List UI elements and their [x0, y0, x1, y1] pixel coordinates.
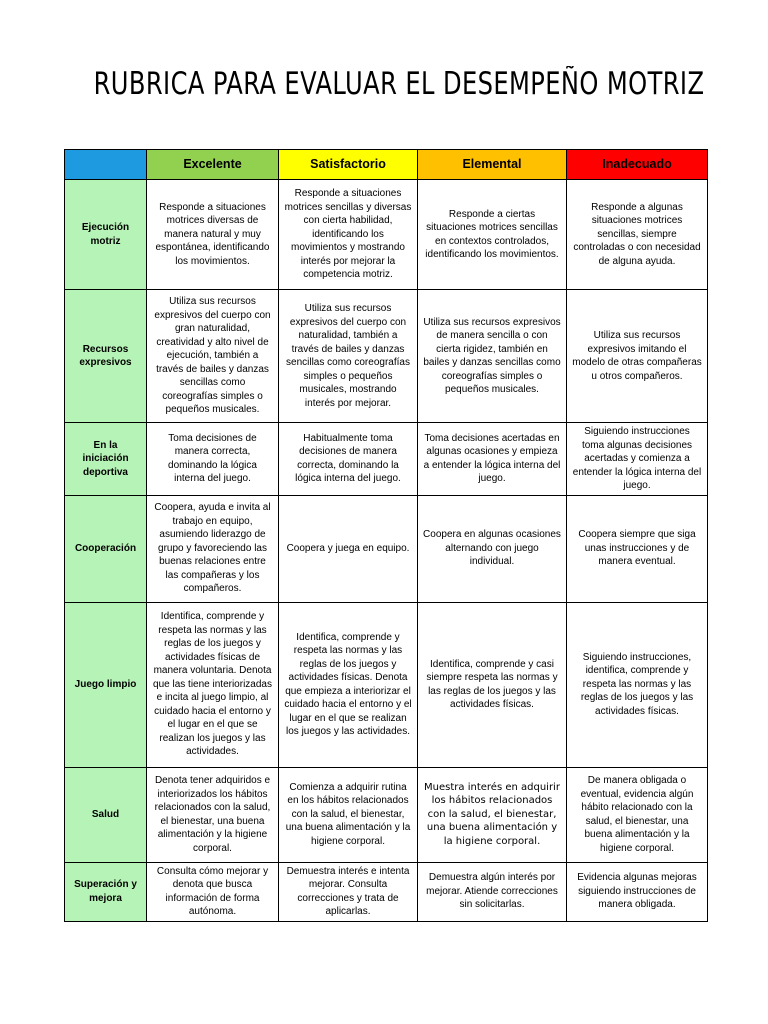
rubric-table [64, 149, 708, 922]
row-label-salud: Salud [65, 767, 147, 862]
table-row [65, 495, 708, 602]
table-row [65, 290, 708, 423]
header-elemental: Elemental [418, 150, 567, 180]
cell-inadecuado: Utiliza sus recursos expresivos imitando el modelo de otras compañeras u otros compañeros. [567, 290, 708, 423]
cell-inadecuado: Siguiendo instrucciones, identifica, comprende y respeta las normas y las reglas de los juegos y las actividades físicas. [567, 602, 708, 767]
header-row [65, 150, 708, 180]
header-corner-cell [65, 150, 147, 180]
cell-excelente: Identifica, comprende y respeta las normas y las reglas de los juegos y actividades físicas de manera voluntaria. Denota que las tiene interiorizadas e incita al juego limpio, al cuidado hacia el entorno y el lugar en el que se realizan los juegos y las actividades. [147, 602, 279, 767]
row-label-iniciacion-deportiva: En la iniciación deportiva [65, 423, 147, 496]
cell-inadecuado: Coopera siempre que siga unas instrucciones y de manera eventual. [567, 495, 708, 602]
cell-elemental: Muestra interés en adquirir los hábitos relacionados con la salud, el bienestar, una buena alimentación y la higiene corporal. [418, 767, 567, 862]
header-satisfactorio: Satisfactorio [279, 150, 418, 180]
cell-elemental: Demuestra algún interés por mejorar. Atiende correcciones sin solicitarlas. [418, 862, 567, 921]
table-row [65, 180, 708, 290]
row-label-ejecucion-motriz: Ejecución motriz [65, 180, 147, 290]
cell-satisfactorio: Identifica, comprende y respeta las normas y las reglas de los juegos y actividades físicas. Denota que empieza a interiorizar el cuidado hacia el entorno y el lugar en el que se realizan los juegos y las actividades. [279, 602, 418, 767]
table-row [65, 862, 708, 921]
row-label-juego-limpio: Juego limpio [65, 602, 147, 767]
cell-excelente: Coopera, ayuda e invita al trabajo en equipo, asumiendo liderazgo de grupo y favoreciendo las buenas relaciones entre las compañeras y los compañeros. [147, 495, 279, 602]
table-row [65, 423, 708, 496]
row-label-recursos-expresivos: Recursos expresivos [65, 290, 147, 423]
cell-satisfactorio: Comienza a adquirir rutina en los hábitos relacionados con la salud, el bienestar, una buena alimentación y la higiene corporal. [279, 767, 418, 862]
table-row [65, 602, 708, 767]
cell-inadecuado: De manera obligada o eventual, evidencia algún hábito relacionado con la salud, el bienestar, una buena alimentación y la higiene corporal. [567, 767, 708, 862]
cell-excelente: Responde a situaciones motrices diversas de manera natural y muy espontánea, identificando los movimientos. [147, 180, 279, 290]
cell-elemental: Identifica, comprende y casi siempre respeta las normas y las reglas de los juegos y las actividades físicas. [418, 602, 567, 767]
cell-excelente: Utiliza sus recursos expresivos del cuerpo con gran naturalidad, creatividad y alto nivel de ejecución, también a través de bailes y danzas sencillas como coreografías simples o pequeños musicales. [147, 290, 279, 423]
row-label-cooperacion: Cooperación [65, 495, 147, 602]
cell-excelente: Consulta cómo mejorar y denota que busca información de forma autónoma. [147, 862, 279, 921]
cell-inadecuado: Siguiendo instrucciones toma algunas decisiones acertadas y comienza a entender la lógica interna del juego. [567, 423, 708, 496]
cell-elemental: Toma decisiones acertadas en algunas ocasiones y empieza a entender la lógica interna del juego. [418, 423, 567, 496]
cell-elemental: Responde a ciertas situaciones motrices sencillas en contextos controlados, identificando los movimientos. [418, 180, 567, 290]
cell-inadecuado: Evidencia algunas mejoras siguiendo instrucciones de manera obligada. [567, 862, 708, 921]
header-excelente: Excelente [147, 150, 279, 180]
cell-excelente: Denota tener adquiridos e interiorizados los hábitos relacionados con la salud, el bienestar, una buena alimentación y la higiene corporal. [147, 767, 279, 862]
header-inadecuado: Inadecuado [567, 150, 708, 180]
cell-excelente: Toma decisiones de manera correcta, dominando la lógica interna del juego. [147, 423, 279, 496]
cell-satisfactorio: Coopera y juega en equipo. [279, 495, 418, 602]
cell-satisfactorio: Responde a situaciones motrices sencillas y diversas con cierta habilidad, identificando los movimientos y mostrando interés por mejorar la competencia motriz. [279, 180, 418, 290]
cell-satisfactorio: Utiliza sus recursos expresivos del cuerpo con naturalidad, también a través de bailes y danzas sencillas como coreografías simples o pequeños musicales, mostrando interés por mejorar. [279, 290, 418, 423]
table-row [65, 767, 708, 862]
cell-inadecuado: Responde a algunas situaciones motrices sencillas, siempre controladas o con necesidad de alguna ayuda. [567, 180, 708, 290]
cell-satisfactorio: Demuestra interés e intenta mejorar. Consulta correcciones y trata de aplicarlas. [279, 862, 418, 921]
cell-satisfactorio: Habitualmente toma decisiones de manera correcta, dominando la lógica interna del juego. [279, 423, 418, 496]
page-title: RUBRICA PARA EVALUAR EL DESEMPEÑO MOTRIZ [93, 66, 705, 102]
cell-elemental: Coopera en algunas ocasiones alternando con juego individual. [418, 495, 567, 602]
cell-elemental: Utiliza sus recursos expresivos de manera sencilla o con cierta rigidez, también en bailes y danzas sencillas como coreografías simples o pequeños musicales. [418, 290, 567, 423]
row-label-superacion-mejora: Superación y mejora [65, 862, 147, 921]
